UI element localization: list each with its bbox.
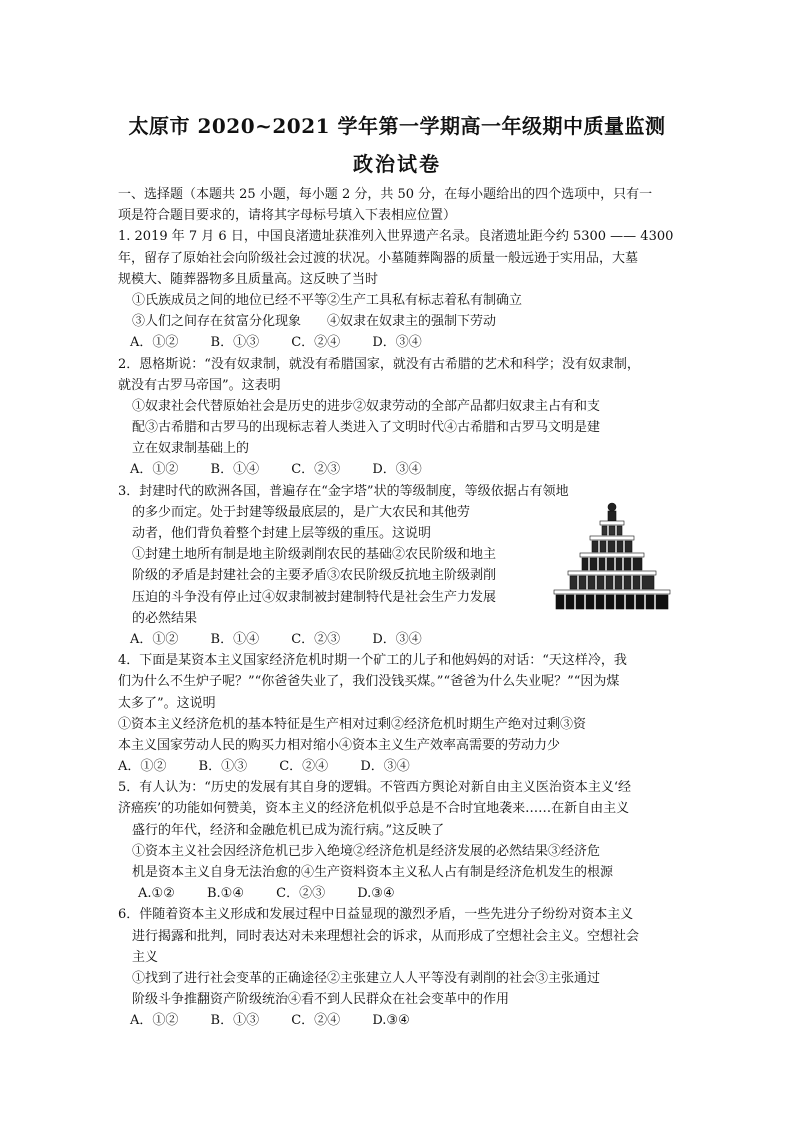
- option-b: B．①③: [210, 1013, 260, 1029]
- option-b: B．①③: [210, 335, 260, 351]
- section-instructions: [118, 184, 678, 226]
- question-stem: 3．封建时代的欧洲各国，普遍存在“金字塔”状的等级制度，等级依据占有领地: [118, 483, 569, 499]
- question-stem: 就没有古罗马帝国”。这表明: [118, 377, 281, 393]
- question-statement: ①找到了进行社会变革的正确途径②主张建立人人平等没有剥削的社会③主张通过: [132, 970, 601, 986]
- question-statement: 立在奴隶制基础上的: [132, 441, 250, 457]
- question-stem: 1. 2019 年 7 月 6 日，中国良渚遗址获准列入世界遗产名录。良渚遗址距今约 5300 —— 4300: [118, 229, 674, 245]
- option-a: A．①②: [130, 462, 179, 478]
- exam-content: [118, 184, 678, 1032]
- question-stem: 盛行的年代，经济和金融危机已成为流行病。”这反映了: [132, 822, 445, 838]
- question-stem: 的多少而定。处于封建等级最底层的，是广大农民和其他劳: [132, 504, 471, 520]
- question-6: [118, 904, 678, 1031]
- question-1: [118, 226, 678, 353]
- section-line: 一、选择题（本题共 25 小题，每小题 2 分，共 50 分，在每小题给出的四个选项中，只有一: [118, 187, 653, 202]
- question-stem: 6．伴随着资本主义形成和发展过程中日益显现的激烈矛盾，一些先进分子纷纷对资本主义: [118, 907, 634, 923]
- question-statement: ①氏族成员之间的地位已经不平等②生产工具私有标志着私有制确立: [132, 292, 523, 308]
- option-c: C．②④: [291, 1013, 341, 1029]
- question-stem: 4．下面是某资本主义国家经济危机时期一个矿工的儿子和他妈妈的对话：“天这样冷，我: [118, 653, 627, 669]
- question-options: [118, 756, 678, 777]
- option-b: B．①③: [198, 759, 248, 775]
- question-stem: 2．恩格斯说：“没有奴隶制，就没有希腊国家，就没有古希腊的艺术和科学；没有奴隶制，: [118, 356, 640, 372]
- option-c: C．②④: [291, 335, 341, 351]
- page-title: 太原市 2020~2021 学年第一学期高一年级期中质量监测: [128, 114, 666, 138]
- option-b: B．①④: [210, 462, 260, 478]
- question-statement: 本主义国家劳动人民的购买力相对缩小④资本主义生产效率高需要的劳动力少: [118, 737, 561, 753]
- question-statement: ①资本主义经济危机的基本特征是生产相对过剩②经济危机时期生产绝对过剩③资: [118, 716, 587, 732]
- question-statement: 配③古希腊和古罗马的出现标志着人类进入了文明时代④古希腊和古罗马文明是建: [132, 420, 601, 436]
- question-3: [118, 481, 678, 651]
- option-a: A．①②: [118, 759, 167, 775]
- option-d: D．③④: [372, 462, 422, 478]
- option-c: C．②③: [291, 631, 341, 647]
- question-options: [118, 629, 678, 650]
- question-stem: 动者，他们背负着整个封建上层等级的重压。这说明: [132, 526, 432, 541]
- page-subtitle: 政治试卷: [353, 152, 441, 176]
- option-c: C．②④: [279, 759, 329, 775]
- question-stem: 5．有人认为：“历史的发展有其自身的逻辑。不管西方舆论对新自由主义医治资本主义‘经: [118, 780, 632, 796]
- option-a: A.①②: [138, 886, 175, 902]
- option-d: D．③④: [372, 335, 422, 351]
- option-a: A．①②: [130, 631, 179, 647]
- question-statement: ①资本主义社会因经济危机已步入绝境②经济危机是经济发展的必然结果③经济危: [132, 843, 601, 859]
- question-statement: 阶级的矛盾是封建社会的主要矛盾③农民阶级反抗地主阶级剥削: [132, 568, 497, 584]
- option-b: B.①④: [206, 886, 244, 902]
- question-stem: 太多了”。这说明: [118, 695, 216, 711]
- question-stem: 进行揭露和批判，同时表达对未来理想社会的诉求，从而形成了空想社会主义。空想社会: [132, 928, 640, 944]
- option-a: A．①②: [130, 335, 179, 351]
- question-statement: ①封建土地所有制是地主阶级剥削农民的基础②农民阶级和地主: [132, 547, 497, 563]
- question-statement: 的必然结果: [132, 610, 198, 626]
- question-5: [118, 777, 678, 904]
- section-line: 项是符合题目要求的，请将其字母标号填入下表相应位置）: [118, 208, 457, 224]
- question-stem: 主义: [132, 949, 159, 965]
- question-stem: 济癌疾’的功能如何赞美，资本主义的经济危机似乎总是不合时宜地袭来……在新自由主义: [118, 801, 630, 817]
- question-statement: ③人们之间存在贫富分化现象 ④奴隶在奴隶主的强制下劳动: [132, 314, 497, 330]
- option-d: D．③④: [360, 759, 410, 775]
- option-c: C．②③: [291, 462, 341, 478]
- question-statement: 阶级斗争推翻资产阶级统治④看不到人民群众在社会变革中的作用: [132, 992, 510, 1008]
- option-d: D.③④: [357, 886, 395, 902]
- option-d: D.③④: [372, 1013, 410, 1029]
- option-b: B．①④: [210, 631, 260, 647]
- question-options: [118, 883, 678, 904]
- question-statement: ①奴隶社会代替原始社会是历史的进步②奴隶劳动的全部产品都归奴隶主占有和支: [132, 398, 601, 414]
- feudal-pyramid-illustration: [550, 501, 674, 611]
- question-4: [118, 650, 678, 777]
- option-d: D．③④: [372, 631, 422, 647]
- option-c: C．②③: [276, 886, 326, 902]
- question-options: [118, 1010, 678, 1031]
- question-options: [118, 332, 678, 353]
- option-a: A．①②: [130, 1013, 179, 1029]
- question-statement: 机是资本主义自身无法治愈的④生产资料资本主义私人占有制是经济危机发生的根源: [132, 865, 614, 880]
- question-stem: 们为什么不生炉子呢？”“你爸爸失业了，我们没钱买煤。”“爸爸为什么失业呢？”“因为煤: [118, 674, 620, 690]
- question-statement: 压迫的斗争没有停止过④奴隶制被封建制特代是社会生产力发展: [132, 589, 497, 605]
- question-2: [118, 354, 678, 481]
- question-stem: 年，留存了原始社会向阶级社会过渡的状况。小墓随葬陶器的质量一般远逊于实用品，大墓: [118, 250, 639, 266]
- question-stem: 规模大、随葬器物多且质量高。这反映了当时: [118, 271, 379, 287]
- question-options: [118, 459, 678, 480]
